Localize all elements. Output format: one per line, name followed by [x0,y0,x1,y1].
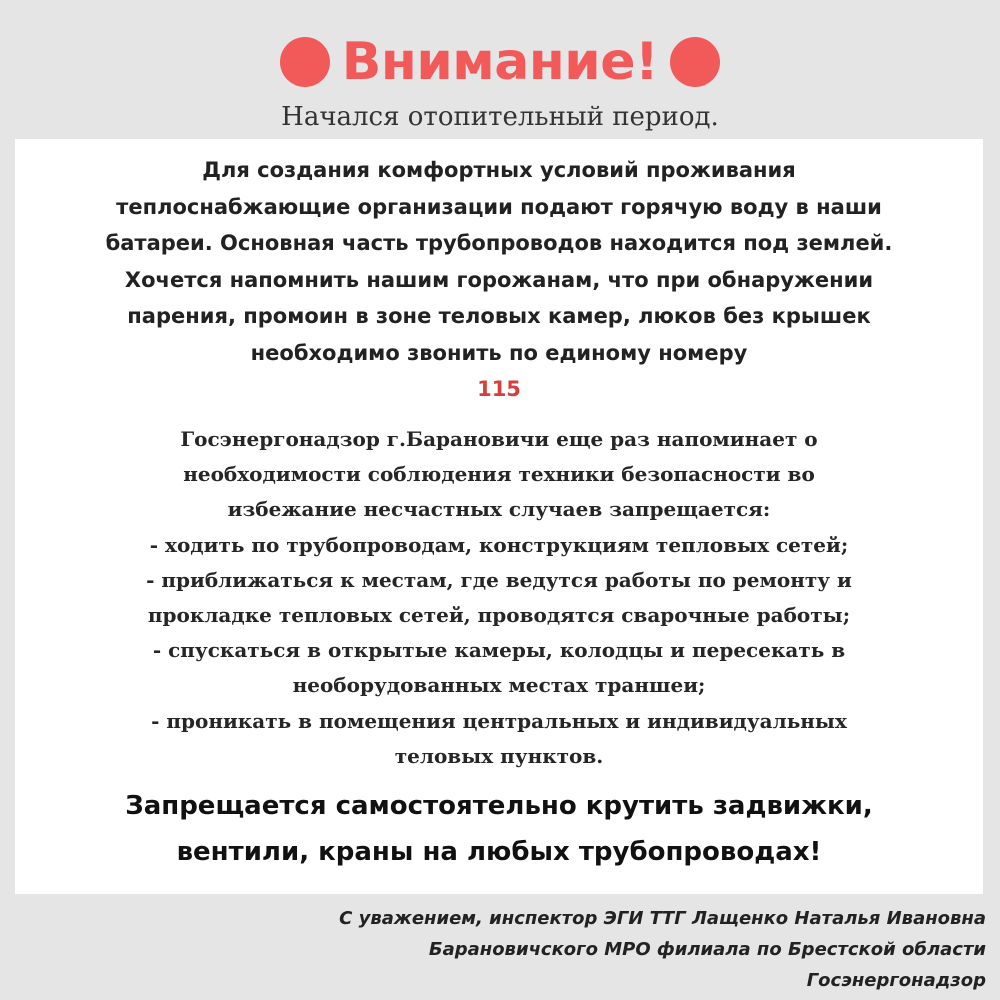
page-title: Внимание! [341,32,659,92]
safety-rules-paragraph [15,422,983,774]
intro-line: батареи. Основная часть трубопроводов находится под землей. [105,231,893,255]
rules-line: теловых пунктов. [394,743,604,768]
notice-header [0,26,1000,98]
left-red-dot-icon [280,37,330,87]
rules-line: Госэнергонадзор г.Барановичи еще раз напоминает о [180,427,818,451]
rules-line: - проникать в помещения центральных и индивидуальных [151,708,847,733]
rules-line: избежание несчастных случаев запрещается: [227,497,771,522]
notice-card [15,139,983,894]
rules-line: необходимости соблюдения техники безопасности во [183,462,815,487]
rules-line: прокладке тепловых сетей, проводятся сварочные работы; [147,603,851,628]
warning-line: вентили, краны на любых трубопроводах! [176,837,822,867]
intro-paragraph [15,152,983,408]
intro-line: парения, промоин в зоне теловых камер, люков без крышек [127,304,871,328]
phone-number: 115 [477,377,521,401]
intro-line: необходимо звонить по единому номеру [250,340,748,365]
signature-block [86,903,986,996]
rules-line: - ходить по трубопроводам, конструкциям тепловых сетей; [149,532,849,557]
signature-line: С уважением, инспектор ЭГИ ТТГ Лащенко Наталья Ивановна [339,908,986,929]
intro-line: теплоснабжающие организации подают горячую воду в наши [116,194,882,219]
warning-line: Запрещается самостоятельно крутить задвижки, [125,791,873,821]
rules-line: - приближаться к местам, где ведутся работы по ремонту и [146,567,852,592]
intro-line: Хочется напомнить нашим горожанам, что при обнаружении [124,267,874,292]
right-red-dot-icon [670,37,720,87]
signature-line: Барановичского МРО филиала по Брестской области [428,939,986,960]
rules-line: - спускаться в открытые камеры, колодцы и пересекать в [152,638,846,663]
heating-season-subtitle: Начался отопительный период. [281,102,719,132]
signature-line: Госэнергонадзор [806,970,986,991]
rules-line: необорудованных местах траншеи; [292,673,706,698]
valve-warning [15,783,983,875]
intro-line: Для создания комфортных условий проживания [202,158,796,182]
